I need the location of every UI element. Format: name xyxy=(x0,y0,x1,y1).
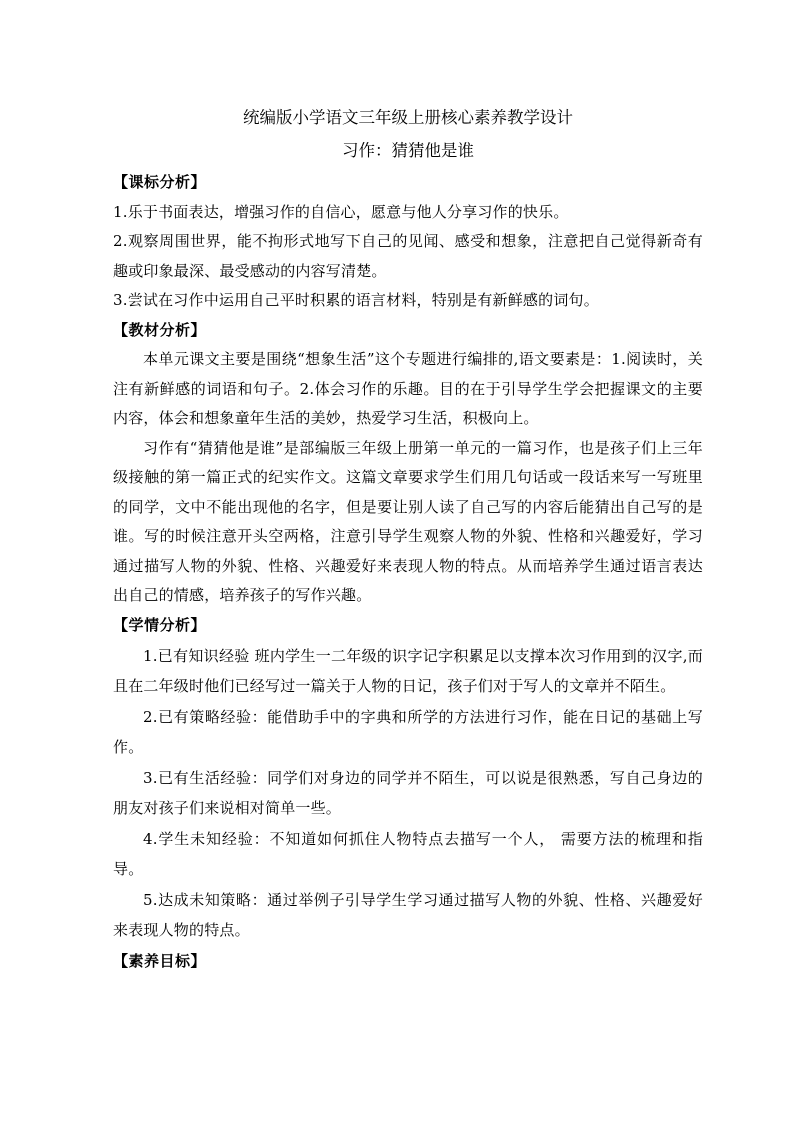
student-item-4: 4.学生未知经验：不知道如何抓住人物特点去描写一个人， 需要方法的梳理和指导。 xyxy=(113,830,703,878)
section-heading-curriculum: 【课标分析】 xyxy=(113,173,207,191)
curriculum-item-3: 3.尝试在习作中运用自己平时积累的语言材料，特别是有新鲜感的词句。 xyxy=(113,291,599,309)
document-title: 统编版小学语文三年级上册核心素养教学设计 xyxy=(243,108,573,127)
curriculum-item-1: 1.乐于书面表达，增强习作的自信心，愿意与他人分享习作的快乐。 xyxy=(113,202,569,221)
section-heading-student: 【学情分析】 xyxy=(113,615,207,634)
section-heading-textbook: 【教材分析】 xyxy=(113,320,207,339)
document-subtitle: 习作：猜猜他是谁 xyxy=(342,141,474,160)
textbook-paragraph-1: 本单元课文主要是围绕“想象生活”这个专题进行编排的,语文要素是：1.阅读时，关注有新鲜感的词语和句子。2.体会习作的乐趣。目的在于引导学生学会把握课文的主要内容，体会和想象童年生活的美妙，热爱学习生活，积极向上。 xyxy=(113,350,703,427)
curriculum-item-2: 2.观察周围世界，能不拘形式地写下自己的见闻、感受和想象，注意把自己觉得新奇有趣或印象最深、最受感动的内容写清楚。 xyxy=(113,232,703,280)
textbook-paragraph-2: 习作有“猜猜他是谁”是部编版三年级上册第一单元的一篇习作，也是孩子们上三年级接触的第一篇正式的纪实作文。这篇文章要求学生们用几句话或一段话来写一写班里的同学，文中不能出现他的名字，但是要让别人读了自己写的内容后能猜出自己写的是谁。写的时候注意开头空两格，注意引导学生观察人物的外貌、性格和兴趣爱好，学习通过描写人物的外貌、性格、兴趣爱好来表现人物的特点。从而培养学生通过语言表达出自己的情感，培养孩子的写作兴趣。 xyxy=(113,438,703,604)
section-heading-goals: 【素养目标】 xyxy=(113,952,207,970)
student-item-3: 3.已有生活经验：同学们对身边的同学并不陌生，可以说是很熟悉，写自己身边的朋友对孩子们来说相对简单一些。 xyxy=(113,769,703,817)
document-body xyxy=(113,103,703,977)
student-item-5: 5.达成未知策略：通过举例子引导学生学习通过描写人物的外貌、性格、兴趣爱好来表现人物的特点。 xyxy=(113,891,703,939)
student-item-1: 1.已有知识经验 班内学生一二年级的识字记字积累足以支撑本次习作用到的汉字,而且在二年级时他们已经写过一篇关于人物的日记，孩子们对于写人的文章并不陌生。 xyxy=(113,647,703,695)
student-item-2: 2.已有策略经验：能借助手中的字典和所学的方法进行习作，能在日记的基础上写作。 xyxy=(113,708,703,756)
